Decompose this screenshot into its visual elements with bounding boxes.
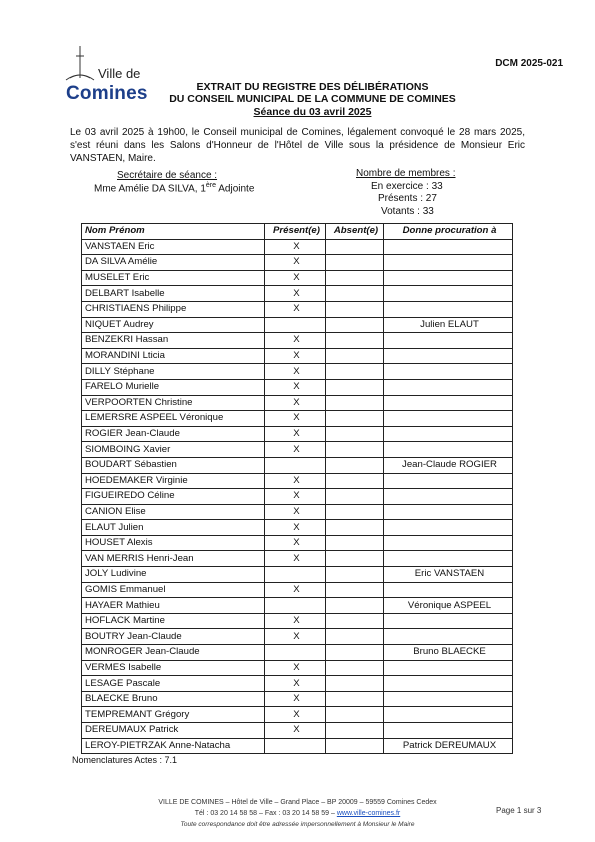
col-header-name: Nom Prénom xyxy=(82,224,265,240)
name-cell: SIOMBOING Xavier xyxy=(82,442,265,458)
absent-cell xyxy=(326,676,384,692)
absent-cell xyxy=(326,442,384,458)
col-header-present: Présent(e) xyxy=(265,224,326,240)
logo-comines-text: Comines xyxy=(66,83,148,104)
secretary-name xyxy=(94,182,254,194)
proxy-cell xyxy=(384,676,513,692)
footer-notice: Toute correspondance doit être adressée impersonnellement à Monsieur le Maire xyxy=(180,821,415,828)
present-cell: X xyxy=(265,395,326,411)
name-cell: HAYAER Mathieu xyxy=(82,598,265,614)
name-cell: LEMERSRE ASPEEL Véronique xyxy=(82,411,265,427)
present-cell: X xyxy=(265,691,326,707)
table-row xyxy=(82,348,513,364)
proxy-cell xyxy=(384,473,513,489)
page-number: Page 1 sur 3 xyxy=(496,806,542,815)
absent-cell xyxy=(326,348,384,364)
proxy-cell: Eric VANSTAEN xyxy=(384,567,513,583)
name-cell: MONROGER Jean-Claude xyxy=(82,645,265,661)
footer-address: VILLE DE COMINES – Hôtel de Ville – Grand Place – BP 20009 – 59559 Comines Cedex xyxy=(158,799,437,806)
name-cell: DEREUMAUX Patrick xyxy=(82,723,265,739)
present-cell: X xyxy=(265,379,326,395)
proxy-cell xyxy=(384,333,513,349)
present-cell: X xyxy=(265,535,326,551)
absent-cell xyxy=(326,598,384,614)
table-row xyxy=(82,520,513,536)
name-cell: LESAGE Pascale xyxy=(82,676,265,692)
table-row xyxy=(82,473,513,489)
absent-cell xyxy=(326,723,384,739)
name-cell: HOFLACK Martine xyxy=(82,613,265,629)
absent-cell xyxy=(326,504,384,520)
proxy-cell xyxy=(384,723,513,739)
proxy-cell xyxy=(384,426,513,442)
present-cell xyxy=(265,598,326,614)
absent-cell xyxy=(326,567,384,583)
name-cell: BLAECKE Bruno xyxy=(82,691,265,707)
absent-cell xyxy=(326,270,384,286)
table-row xyxy=(82,629,513,645)
present-cell xyxy=(265,567,326,583)
absent-cell xyxy=(326,473,384,489)
table-row xyxy=(82,551,513,567)
header-line-2: DU CONSEIL MUNICIPAL DE LA COMMUNE DE COMINES xyxy=(169,93,456,105)
name-cell: GOMIS Emmanuel xyxy=(82,582,265,598)
name-cell: NIQUET Audrey xyxy=(82,317,265,333)
table-row xyxy=(82,395,513,411)
proxy-cell xyxy=(384,551,513,567)
absent-cell xyxy=(326,379,384,395)
name-cell: BOUDART Sébastien xyxy=(82,457,265,473)
present-cell: X xyxy=(265,473,326,489)
absent-cell xyxy=(326,613,384,629)
col-header-absent: Absent(e) xyxy=(326,224,384,240)
table-row xyxy=(82,598,513,614)
table-row xyxy=(82,676,513,692)
absent-cell xyxy=(326,426,384,442)
absent-cell xyxy=(326,333,384,349)
absent-cell xyxy=(326,317,384,333)
secretary-sup: ère xyxy=(205,182,217,189)
name-cell: VAN MERRIS Henri-Jean xyxy=(82,551,265,567)
proxy-cell xyxy=(384,504,513,520)
absent-cell xyxy=(326,707,384,723)
members-en-exercice: En exercice : 33 xyxy=(371,181,443,192)
absent-cell xyxy=(326,286,384,302)
table-row xyxy=(82,270,513,286)
table-row xyxy=(82,738,513,754)
present-cell: X xyxy=(265,364,326,380)
absent-cell xyxy=(326,738,384,754)
table-row xyxy=(82,301,513,317)
present-cell: X xyxy=(265,426,326,442)
present-cell: X xyxy=(265,676,326,692)
present-cell: X xyxy=(265,239,326,255)
present-cell xyxy=(265,738,326,754)
present-cell: X xyxy=(265,629,326,645)
proxy-cell xyxy=(384,286,513,302)
table-row xyxy=(82,691,513,707)
absent-cell xyxy=(326,551,384,567)
name-cell: FARELO Murielle xyxy=(82,379,265,395)
name-cell: CANION Elise xyxy=(82,504,265,520)
table-row xyxy=(82,535,513,551)
proxy-cell xyxy=(384,691,513,707)
absent-cell xyxy=(326,645,384,661)
proxy-cell: Jean-Claude ROGIER xyxy=(384,457,513,473)
name-cell: VERPOORTEN Christine xyxy=(82,395,265,411)
present-cell: X xyxy=(265,613,326,629)
present-cell: X xyxy=(265,660,326,676)
proxy-cell xyxy=(384,660,513,676)
proxy-cell: Véronique ASPEEL xyxy=(384,598,513,614)
footer-phone: Tél : 03 20 14 58 58 – Fax : 03 20 14 58 59 – xyxy=(194,810,337,817)
present-cell: X xyxy=(265,551,326,567)
name-cell: BENZEKRI Hassan xyxy=(82,333,265,349)
table-row xyxy=(82,613,513,629)
absent-cell xyxy=(326,691,384,707)
absent-cell xyxy=(326,364,384,380)
table-row xyxy=(82,286,513,302)
present-cell: X xyxy=(265,489,326,505)
proxy-cell xyxy=(384,411,513,427)
members-title: Nombre de membres : xyxy=(356,168,456,179)
present-cell: X xyxy=(265,348,326,364)
proxy-cell xyxy=(384,442,513,458)
name-cell: VERMES Isabelle xyxy=(82,660,265,676)
absent-cell xyxy=(326,301,384,317)
absent-cell xyxy=(326,395,384,411)
table-row xyxy=(82,567,513,583)
absent-cell xyxy=(326,520,384,536)
table-row xyxy=(82,411,513,427)
table-row xyxy=(82,645,513,661)
absent-cell xyxy=(326,535,384,551)
proxy-cell xyxy=(384,707,513,723)
proxy-cell xyxy=(384,301,513,317)
nomenclature: Nomenclatures Actes : 7.1 xyxy=(72,755,178,765)
table-row xyxy=(82,723,513,739)
name-cell: ROGIER Jean-Claude xyxy=(82,426,265,442)
logo-ville-text: Ville de xyxy=(98,66,141,81)
table-row xyxy=(82,239,513,255)
proxy-cell xyxy=(384,379,513,395)
proxy-cell xyxy=(384,270,513,286)
proxy-cell xyxy=(384,520,513,536)
proxy-cell xyxy=(384,255,513,271)
present-cell xyxy=(265,645,326,661)
present-cell: X xyxy=(265,286,326,302)
name-cell: CHRISTIAENS Philippe xyxy=(82,301,265,317)
present-cell: X xyxy=(265,504,326,520)
name-cell: DA SILVA Amélie xyxy=(82,255,265,271)
proxy-cell xyxy=(384,535,513,551)
header-line-1: EXTRAIT DU REGISTRE DES DÉLIBÉRATIONS xyxy=(196,81,429,93)
absent-cell xyxy=(326,629,384,645)
table-row xyxy=(82,457,513,473)
table-header-row xyxy=(82,224,513,240)
table-row xyxy=(82,582,513,598)
name-cell: HOEDEMAKER Virginie xyxy=(82,473,265,489)
members-votants: Votants : 33 xyxy=(381,206,434,217)
name-cell: LEROY-PIETRZAK Anne-Natacha xyxy=(82,738,265,754)
name-cell: HOUSET Alexis xyxy=(82,535,265,551)
name-cell: TEMPREMANT Grégory xyxy=(82,707,265,723)
intro-paragraph: Le 03 avril 2025 à 19h00, le Conseil municipal de Comines, légalement convoqué le 28 mars 2025, s'est réuni dans les Salons d'Honneur de l'Hôtel de Ville sous la présidence de Monsieur Eric VANSTAEN, Maire. xyxy=(70,127,525,164)
absent-cell xyxy=(326,457,384,473)
table-row xyxy=(82,333,513,349)
name-cell: BOUTRY Jean-Claude xyxy=(82,629,265,645)
absent-cell xyxy=(326,255,384,271)
present-cell: X xyxy=(265,520,326,536)
proxy-cell xyxy=(384,489,513,505)
table-row xyxy=(82,504,513,520)
name-cell: FIGUEIREDO Céline xyxy=(82,489,265,505)
col-header-proxy: Donne procuration à xyxy=(384,224,513,240)
session-date: Séance du 03 avril 2025 xyxy=(253,106,372,118)
name-cell: DELBART Isabelle xyxy=(82,286,265,302)
present-cell: X xyxy=(265,707,326,723)
table-row xyxy=(82,364,513,380)
proxy-cell: Julien ELAUT xyxy=(384,317,513,333)
present-cell: X xyxy=(265,333,326,349)
name-cell: VANSTAEN Eric xyxy=(82,239,265,255)
table-row xyxy=(82,707,513,723)
table-row xyxy=(82,660,513,676)
absent-cell xyxy=(326,411,384,427)
proxy-cell xyxy=(384,239,513,255)
table-row xyxy=(82,379,513,395)
name-cell: ELAUT Julien xyxy=(82,520,265,536)
attendance-table xyxy=(81,223,513,754)
absent-cell xyxy=(326,660,384,676)
name-cell: JOLY Ludivine xyxy=(82,567,265,583)
secretary-title: Secrétaire de séance : xyxy=(117,170,218,181)
present-cell xyxy=(265,457,326,473)
members-presents: Présents : 27 xyxy=(378,193,437,204)
secretary-name-text: Mme Amélie DA SILVA, 1 xyxy=(94,183,206,195)
absent-cell xyxy=(326,582,384,598)
table-row xyxy=(82,317,513,333)
present-cell: X xyxy=(265,301,326,317)
footer-website-link[interactable]: www.ville-comines.fr xyxy=(336,810,401,817)
table-row xyxy=(82,489,513,505)
present-cell: X xyxy=(265,270,326,286)
name-cell: DILLY Stéphane xyxy=(82,364,265,380)
deliberation-reference: DCM 2025-021 xyxy=(495,58,563,69)
present-cell xyxy=(265,317,326,333)
proxy-cell xyxy=(384,395,513,411)
proxy-cell xyxy=(384,613,513,629)
secretary-role: Adjointe xyxy=(216,183,255,195)
present-cell: X xyxy=(265,442,326,458)
present-cell: X xyxy=(265,723,326,739)
table-row xyxy=(82,255,513,271)
absent-cell xyxy=(326,239,384,255)
table-row xyxy=(82,442,513,458)
name-cell: MORANDINI Lticia xyxy=(82,348,265,364)
proxy-cell xyxy=(384,582,513,598)
table-row xyxy=(82,426,513,442)
present-cell: X xyxy=(265,411,326,427)
proxy-cell xyxy=(384,629,513,645)
attendance-table-body xyxy=(82,239,513,754)
proxy-cell xyxy=(384,348,513,364)
name-cell: MUSELET Eric xyxy=(82,270,265,286)
present-cell: X xyxy=(265,255,326,271)
proxy-cell xyxy=(384,364,513,380)
proxy-cell: Bruno BLAECKE xyxy=(384,645,513,661)
proxy-cell: Patrick DEREUMAUX xyxy=(384,738,513,754)
absent-cell xyxy=(326,489,384,505)
present-cell: X xyxy=(265,582,326,598)
